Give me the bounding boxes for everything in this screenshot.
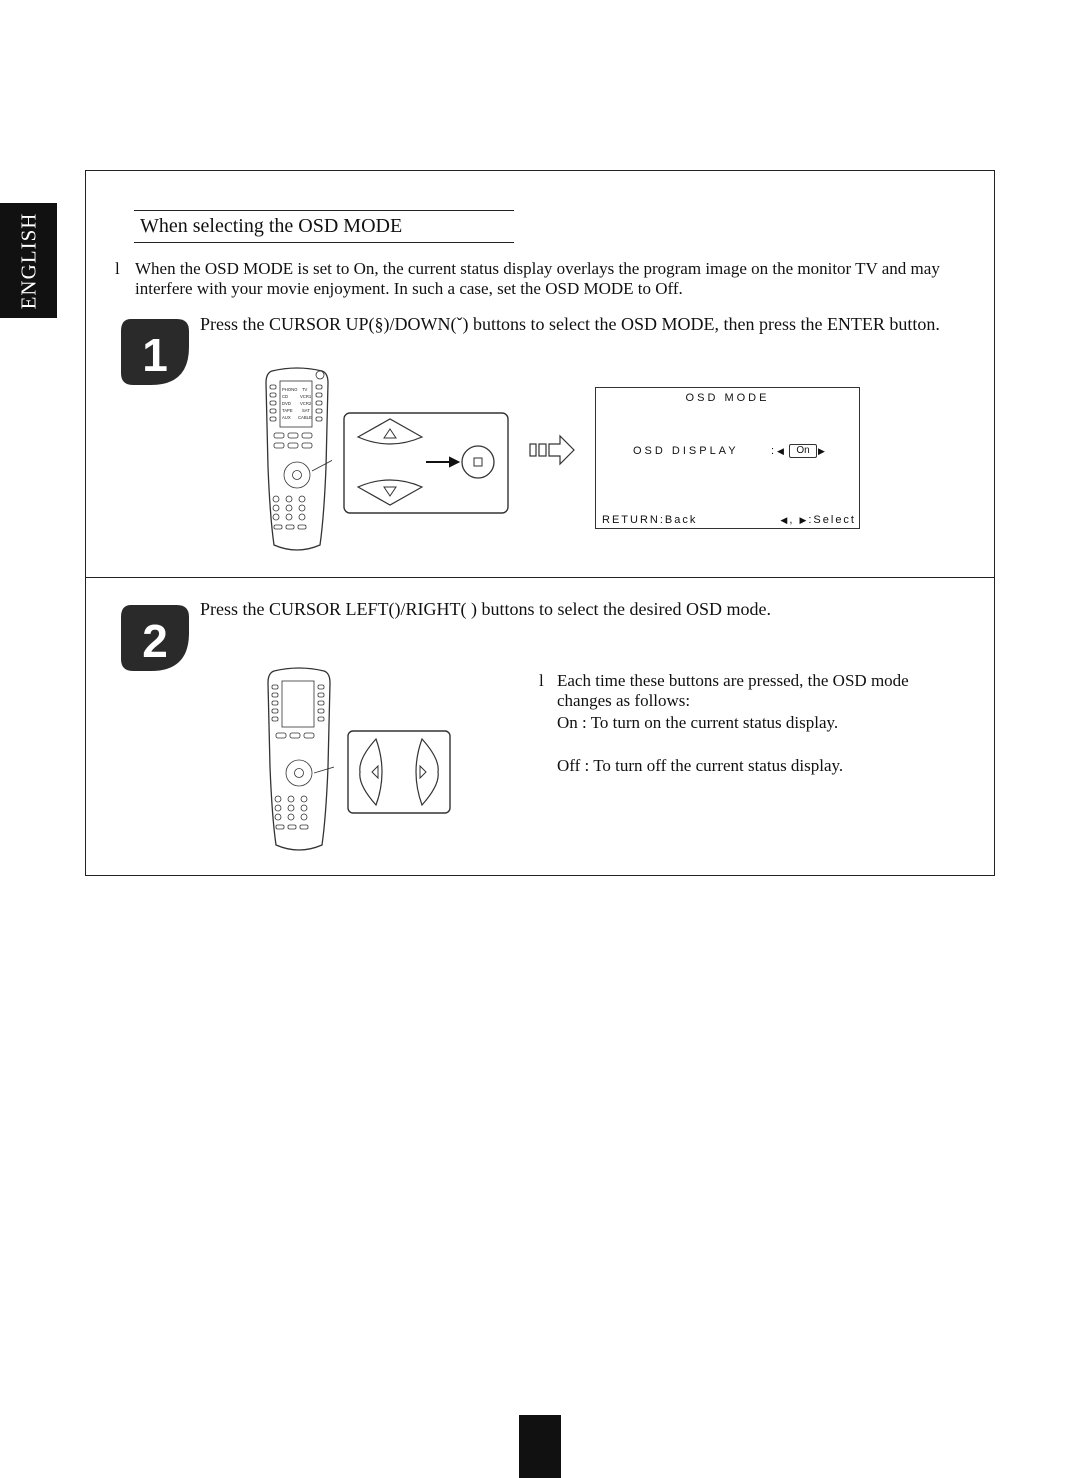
remote-display-dvd: DVD (282, 401, 291, 406)
osd-off-description: Off : To turn off the current status display. (557, 756, 844, 775)
osd-screen-title: OSD MODE (685, 392, 770, 404)
step-2-badge (119, 601, 191, 673)
cursor-left-right-zoom (346, 729, 452, 815)
next-screen-arrow-icon (528, 433, 578, 467)
cursor-up-down-zoom (342, 411, 510, 515)
remote-display-tape: TAPE (282, 408, 293, 413)
remote-display-phono: PHONO (282, 387, 298, 392)
remote-display-cd: CD (282, 394, 289, 399)
remote-display-vcr2: VCR2 (300, 401, 312, 406)
osd-display-separator: : (771, 445, 775, 457)
osd-footer-select-label: :Select (808, 514, 856, 526)
remote-display-vcr1: VCR1 (300, 394, 312, 399)
step-2-notes (557, 671, 909, 711)
step-2-note-line-2: changes as follows: (557, 691, 691, 710)
step-1-number: 1 (142, 329, 168, 381)
select-left-triangle-icon: ◀ (780, 515, 790, 525)
remote-control-illustration-2 (264, 667, 334, 853)
step-2-note-line-1: Each time these buttons are pressed, the OSD mode (557, 671, 909, 690)
intro-note (135, 259, 1035, 299)
remote-display-aux: AUX (282, 415, 291, 420)
osd-footer-select: ◀, ▶:Select (780, 514, 856, 526)
step-2-bullet: l (539, 671, 544, 690)
select-right-triangle-icon: ▶ (799, 515, 809, 525)
instruction-frame (85, 170, 995, 876)
intro-line-2: interfere with your movie enjoyment. In such a case, set the OSD MODE to Off. (135, 279, 683, 298)
section-heading: When selecting the OSD MODE (134, 210, 514, 243)
language-tab-label: ENGLISH (16, 212, 40, 309)
left-triangle-icon: ◀ (777, 446, 784, 456)
right-triangle-icon: ▶ (818, 446, 825, 456)
osd-mode-screen (595, 387, 860, 529)
osd-footer-return: RETURN:Back (602, 514, 698, 526)
step-2-number: 2 (142, 615, 168, 667)
remote-control-illustration (262, 367, 332, 553)
osd-on-description: On : To turn on the current status display. (557, 713, 839, 732)
osd-display-value: On (789, 444, 817, 458)
remote-display-cable: CABLE (298, 415, 312, 420)
osd-display-label: OSD DISPLAY (633, 445, 739, 457)
page-number-block (519, 1415, 561, 1478)
step-1-badge (119, 315, 191, 387)
step-divider (86, 577, 994, 578)
remote-display-sat: SAT (302, 408, 310, 413)
remote-display-tv: TV (302, 387, 308, 392)
step-1-instruction: Press the CURSOR UP(§)/DOWN(ˇ) buttons to select the OSD MODE, then press the ENTER button. (200, 314, 940, 334)
intro-line-1: When the OSD MODE is set to On, the current status display overlays the program image on the monitor TV and may (135, 259, 940, 278)
intro-bullet: l (115, 259, 120, 278)
step-2-instruction: Press the CURSOR LEFT()/RIGHT( ) buttons to select the desired OSD mode. (200, 599, 771, 619)
language-tab (0, 203, 57, 318)
